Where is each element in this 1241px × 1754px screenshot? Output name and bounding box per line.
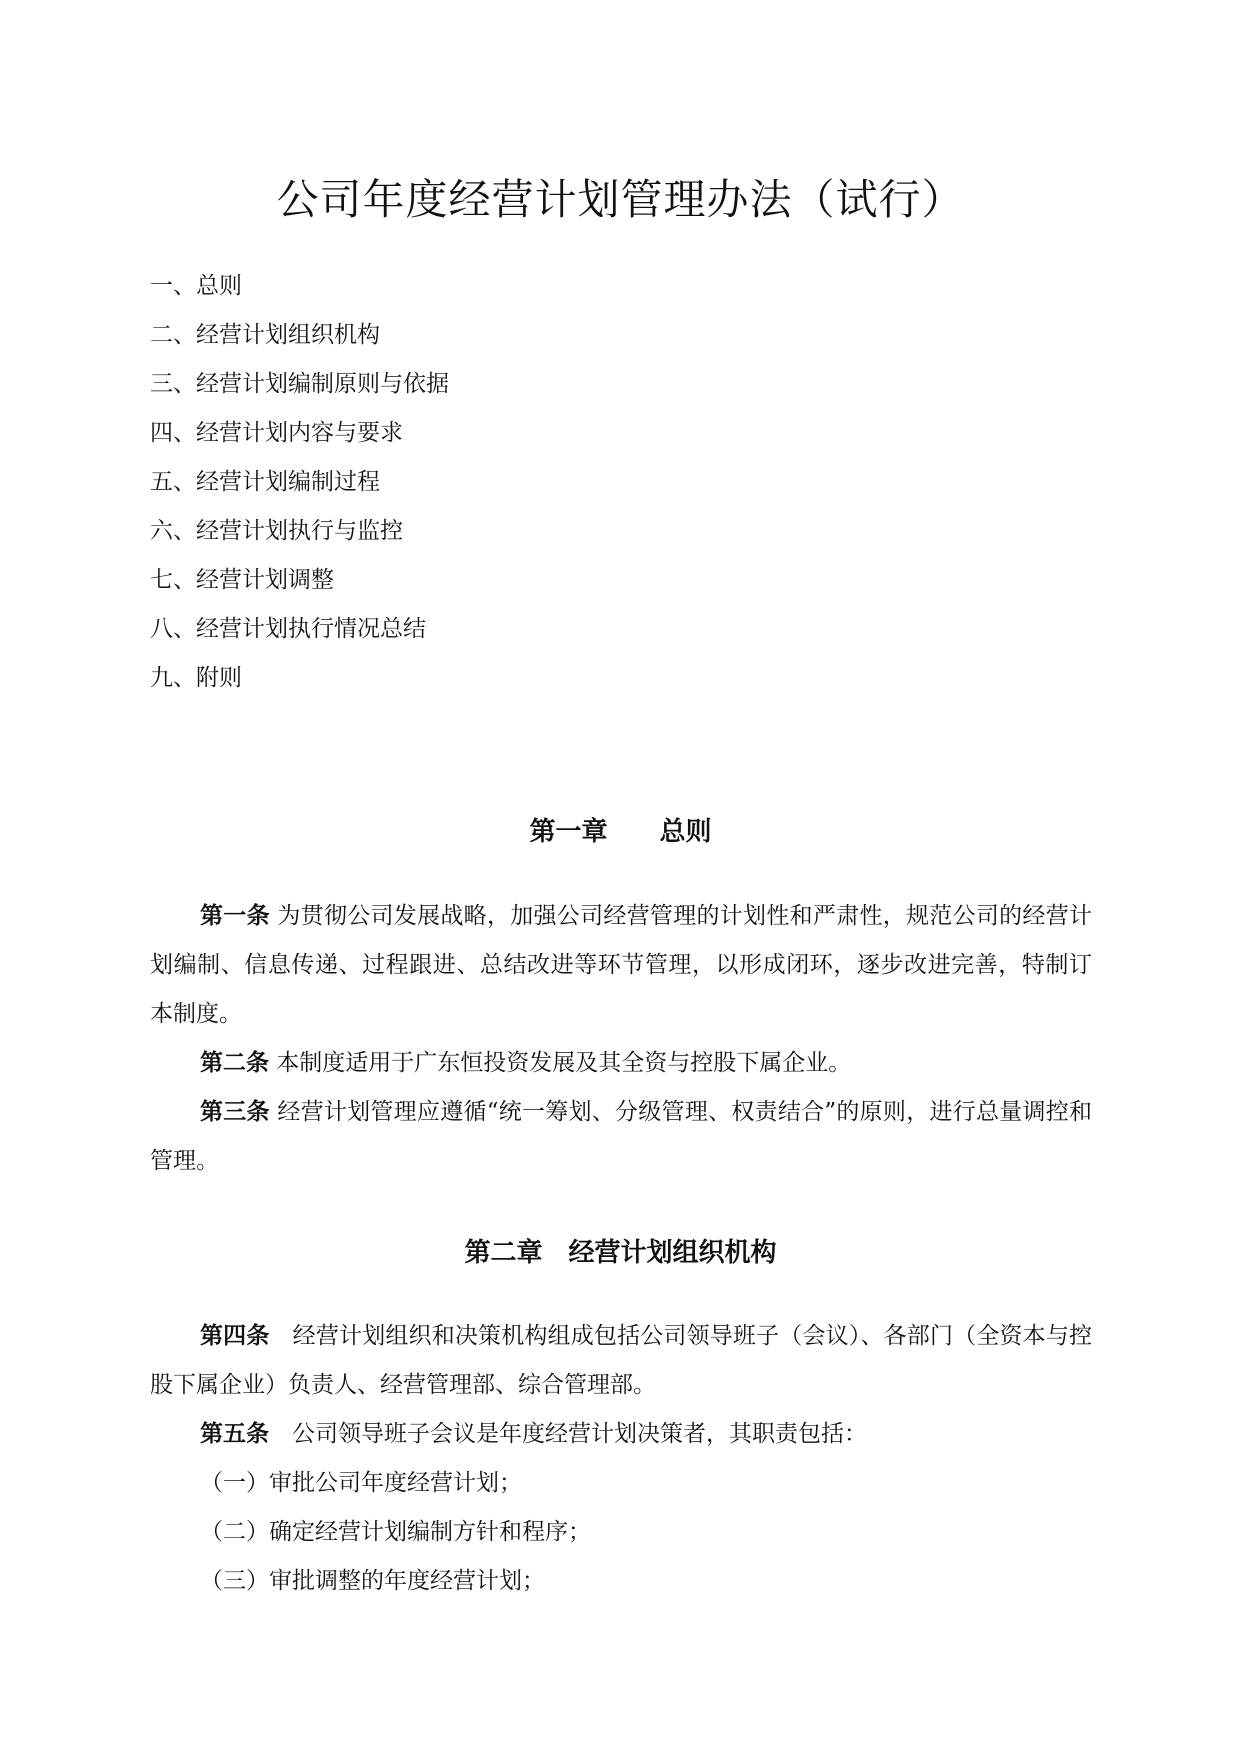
toc-item: 九、附则: [150, 665, 242, 691]
toc-item: 三、经营计划编制原则与依据: [150, 371, 449, 397]
article-label: 第三条: [200, 1099, 270, 1125]
article-label: 第一条: [200, 903, 270, 929]
toc-item: 四、经营计划内容与要求: [150, 420, 403, 446]
chapter-1-body: [150, 892, 1092, 1186]
article-label: 第四条: [200, 1323, 270, 1349]
article-5: [150, 1410, 1092, 1459]
chapter-1-title: 第一章 总则: [529, 817, 712, 847]
article-text: 经营计划组织和决策机构组成包括公司领导班子（会议）、各部门（全资本与控股下属企业）负责人、经营管理部、综合管理部。: [150, 1323, 1093, 1398]
article-1: [150, 892, 1092, 1039]
article-2: [150, 1039, 1092, 1088]
table-of-contents: [150, 262, 449, 703]
document-title: 公司年度经营计划管理办法（试行）: [276, 175, 965, 224]
chapter-2-body: [150, 1312, 1092, 1606]
list-item: （三）审批调整的年度经营计划；: [200, 1568, 545, 1594]
article-text: 为贯彻公司发展战略，加强公司经营管理的计划性和严肃性，规范公司的经营计划编制、信息传递、过程跟进、总结改进等环节管理，以形成闭环，逐步改进完善，特制订本制度。: [150, 903, 1092, 1027]
toc-item: 二、经营计划组织机构: [150, 322, 380, 348]
article-label: 第二条: [200, 1050, 269, 1076]
article-text: 本制度适用于广东恒投资发展及其全资与控股下属企业。: [269, 1050, 852, 1076]
list-item: （二）确定经营计划编制方针和程序；: [200, 1519, 591, 1545]
toc-item: 七、经营计划调整: [150, 567, 334, 593]
chapter-2-title: 第二章 经营计划组织机构: [464, 1238, 777, 1268]
article-text: 经营计划管理应遵循“统一筹划、分级管理、权责结合”的原则，进行总量调控和管理。: [150, 1099, 1093, 1174]
list-item: （一）审批公司年度经营计划；: [200, 1470, 522, 1496]
toc-item: 八、经营计划执行情况总结: [150, 616, 426, 642]
article-4: [150, 1312, 1092, 1410]
toc-item: 一、总则: [150, 273, 242, 299]
article-3: [150, 1088, 1092, 1186]
toc-item: 五、经营计划编制过程: [150, 469, 380, 495]
toc-item: 六、经营计划执行与监控: [150, 518, 403, 544]
article-text: 公司领导班子会议是年度经营计划决策者，其职责包括：: [269, 1421, 867, 1447]
article-label: 第五条: [200, 1421, 269, 1447]
